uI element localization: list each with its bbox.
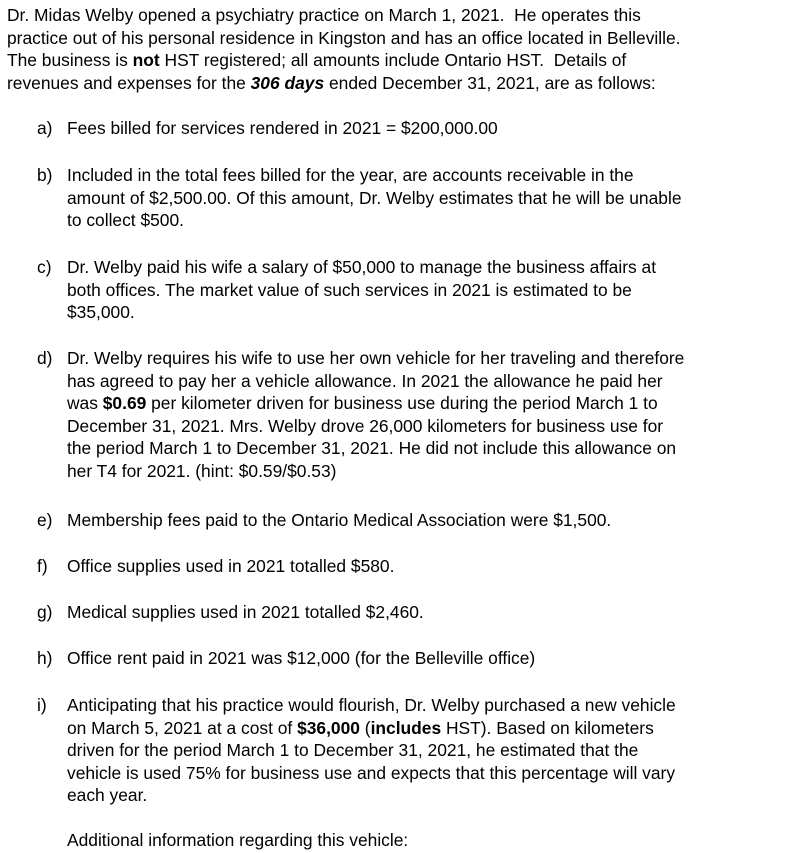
list-item-letter: f) bbox=[37, 556, 48, 576]
item-h-line-1: Office rent paid in 2021 was $12,000 (for the Belleville office) bbox=[67, 648, 536, 668]
list-item-letter: a) bbox=[37, 118, 53, 138]
additional-info-heading: Additional information regarding this vehicle: bbox=[67, 829, 409, 850]
list-item-d bbox=[37, 347, 782, 483]
item-d-line-3-bold: $0.69 bbox=[102, 393, 147, 414]
item-b-line-2: amount of $2,500.00. Of this amount, Dr. Welby estimates that he will be unable bbox=[67, 187, 682, 208]
list-item-g bbox=[37, 601, 782, 624]
item-d-line-4: December 31, 2021. Mrs. Welby drove 26,000 kilometers for business use for bbox=[67, 415, 664, 436]
item-i-line-2-post: HST). Based on kilometers bbox=[441, 717, 654, 738]
list-item-b bbox=[37, 164, 782, 232]
list-item-i bbox=[37, 694, 782, 852]
list-item-letter: i) bbox=[37, 695, 47, 715]
item-i-line-3: driven for the period March 1 to December 31, 2021, he estimated that the bbox=[67, 740, 639, 761]
list-item-e bbox=[37, 509, 782, 532]
intro-line-4-pre: revenues and expenses for the bbox=[7, 72, 251, 93]
item-i-line-2-pre: on March 5, 2021 at a cost of bbox=[67, 717, 298, 738]
item-i-line-2-mid: ( bbox=[359, 717, 371, 738]
list-item-f bbox=[37, 555, 782, 578]
list-item-letter: g) bbox=[37, 602, 53, 622]
intro-line-3-post: HST registered; all amounts include Ontario HST. Details of bbox=[159, 50, 627, 71]
list-item-letter: c) bbox=[37, 257, 52, 277]
intro-paragraph bbox=[7, 4, 787, 94]
item-d-line-3-pre: was bbox=[67, 393, 103, 414]
intro-line-1: Dr. Midas Welby opened a psychiatry practice on March 1, 2021. He operates this bbox=[7, 5, 641, 25]
list-item-a bbox=[37, 117, 782, 140]
item-f-line-1: Office supplies used in 2021 totalled $580. bbox=[67, 556, 395, 576]
item-d-line-1: Dr. Welby requires his wife to use her own vehicle for her traveling and therefore bbox=[67, 348, 685, 368]
item-d-line-2: has agreed to pay her a vehicle allowance. In 2021 the allowance he paid her bbox=[67, 370, 663, 391]
item-b-line-1: Included in the total fees billed for the year, are accounts receivable in the bbox=[67, 165, 634, 185]
list-item-letter: b) bbox=[37, 165, 53, 185]
list-item-letter: h) bbox=[37, 648, 53, 668]
intro-line-2: practice out of his personal residence in Kingston and has an office located in Belleville. bbox=[7, 27, 681, 48]
item-c-line-1: Dr. Welby paid his wife a salary of $50,000 to manage the business affairs at bbox=[67, 257, 657, 277]
item-i-line-1: Anticipating that his practice would flourish, Dr. Welby purchased a new vehicle bbox=[67, 695, 676, 715]
intro-line-4-bold-italic: 306 days bbox=[250, 72, 325, 93]
item-i-line-2-bold-cost: $36,000 bbox=[297, 717, 360, 738]
item-d-line-6: her T4 for 2021. (hint: $0.59/$0.53) bbox=[67, 460, 337, 481]
list-item-c bbox=[37, 256, 782, 324]
item-g-line-1: Medical supplies used in 2021 totalled $2,460. bbox=[67, 602, 424, 622]
item-i-line-5: each year. bbox=[67, 785, 148, 806]
item-b-line-3: to collect $500. bbox=[67, 210, 184, 231]
intro-line-3-bold: not bbox=[132, 50, 160, 71]
list-item-letter: d) bbox=[37, 348, 53, 368]
item-d-line-3-post: per kilometer driven for business use during the period March 1 to bbox=[146, 393, 658, 414]
document-page bbox=[7, 4, 787, 850]
item-e-line-1: Membership fees paid to the Ontario Medical Association were $1,500. bbox=[67, 510, 612, 530]
item-d-line-5: the period March 1 to December 31, 2021. He did not include this allowance on bbox=[67, 438, 677, 459]
list-item-h bbox=[37, 647, 782, 670]
item-i-line-2-bold-includes: includes bbox=[370, 717, 442, 738]
item-c-line-3: $35,000. bbox=[67, 302, 135, 323]
item-a-line-1: Fees billed for services rendered in 2021 = $200,000.00 bbox=[67, 118, 498, 138]
item-c-line-2: both offices. The market value of such services in 2021 is estimated to be bbox=[67, 279, 632, 300]
intro-line-4-post: ended December 31, 2021, are as follows: bbox=[324, 72, 656, 93]
list-item-letter: e) bbox=[37, 510, 53, 530]
item-i-line-4: vehicle is used 75% for business use and expects that this percentage will vary bbox=[67, 762, 676, 783]
intro-line-3-pre: The business is bbox=[7, 50, 133, 71]
